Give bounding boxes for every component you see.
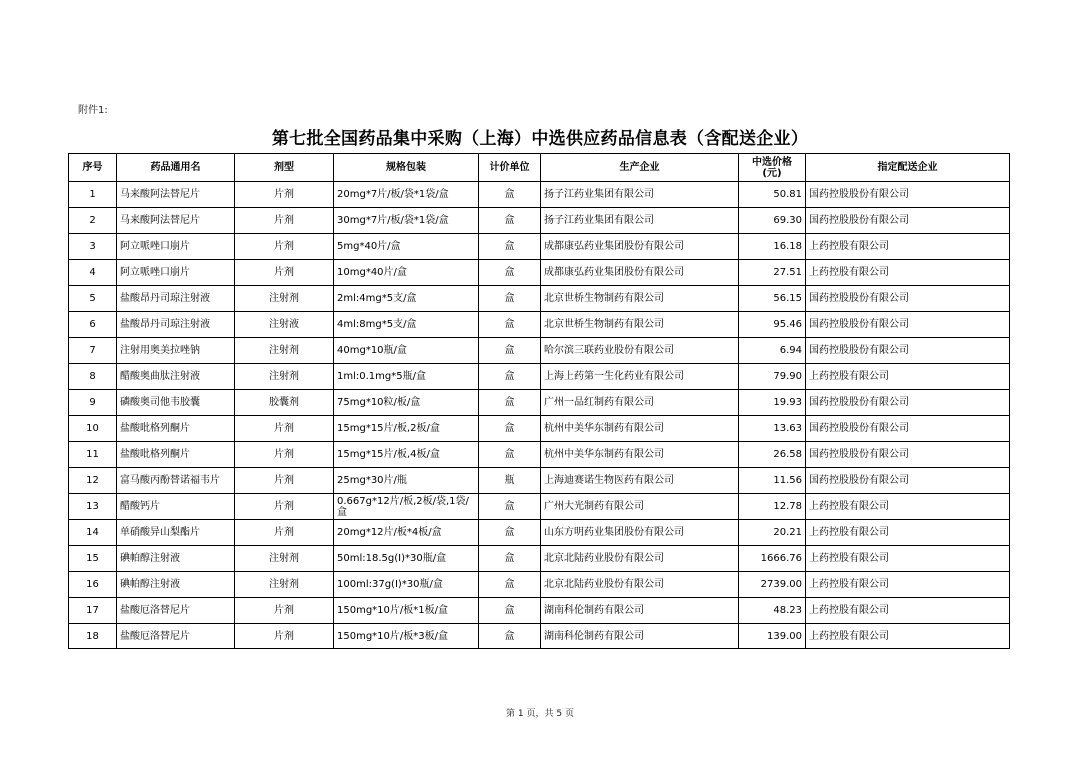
cell-spec-package: 50ml:18.5g(I)*30瓶/盒 (334, 546, 479, 572)
cell-distributor: 上药控股有限公司 (806, 494, 1010, 520)
cell-dosage-form: 片剂 (235, 208, 334, 234)
cell-unit: 盒 (479, 546, 541, 572)
cell-drug-name: 盐酸吡格列酮片 (117, 442, 235, 468)
cell-unit: 盒 (479, 364, 541, 390)
cell-dosage-form: 注射剂 (235, 364, 334, 390)
cell-distributor: 上药控股有限公司 (806, 260, 1010, 286)
cell-unit: 盒 (479, 624, 541, 649)
page-footer: 第 1 页，共 5 页 (506, 709, 574, 719)
cell-drug-name: 磷酸奥司他韦胶囊 (117, 390, 235, 416)
cell-spec-package: 40mg*10瓶/盒 (334, 338, 479, 364)
cell-manufacturer: 扬子江药业集团有限公司 (541, 208, 739, 234)
cell-price: 1666.76 (739, 546, 806, 572)
cell-index: 10 (69, 416, 117, 442)
cell-dosage-form: 片剂 (235, 624, 334, 649)
cell-manufacturer: 杭州中美华东制药有限公司 (541, 416, 739, 442)
table-row (69, 312, 1010, 338)
cell-spec-package: 30mg*7片/板/袋*1袋/盒 (334, 208, 479, 234)
cell-unit: 盒 (479, 338, 541, 364)
table-row (69, 182, 1010, 208)
cell-price: 13.63 (739, 416, 806, 442)
table-row (69, 572, 1010, 598)
cell-manufacturer: 湖南科伦制药有限公司 (541, 598, 739, 624)
cell-spec-package: 4ml:8mg*5支/盒 (334, 312, 479, 338)
cell-manufacturer: 哈尔滨三联药业股份有限公司 (541, 338, 739, 364)
cell-index: 13 (69, 494, 117, 520)
cell-spec-package: 150mg*10片/板*1板/盒 (334, 598, 479, 624)
cell-unit: 盒 (479, 208, 541, 234)
page-title: 第七批全国药品集中采购（上海）中选供应药品信息表（含配送企业） (271, 129, 809, 149)
cell-unit: 盒 (479, 494, 541, 520)
cell-manufacturer: 湖南科伦制药有限公司 (541, 624, 739, 649)
annex-label: 附件1: (78, 105, 108, 116)
cell-dosage-form: 注射剂 (235, 572, 334, 598)
cell-drug-name: 盐酸昂丹司琼注射液 (117, 312, 235, 338)
cell-dosage-form: 片剂 (235, 182, 334, 208)
header-drug-name: 药品通用名 (117, 154, 235, 182)
cell-index: 6 (69, 312, 117, 338)
cell-unit: 瓶 (479, 468, 541, 494)
cell-price: 11.56 (739, 468, 806, 494)
cell-index: 7 (69, 338, 117, 364)
cell-drug-name: 阿立哌唑口崩片 (117, 234, 235, 260)
cell-spec-package: 15mg*15片/板,4板/盒 (334, 442, 479, 468)
cell-index: 12 (69, 468, 117, 494)
table-row (69, 364, 1010, 390)
cell-distributor: 国药控股股份有限公司 (806, 182, 1010, 208)
cell-index: 14 (69, 520, 117, 546)
cell-dosage-form: 片剂 (235, 260, 334, 286)
header-distributor: 指定配送企业 (806, 154, 1010, 182)
cell-dosage-form: 胶囊剂 (235, 390, 334, 416)
cell-index: 4 (69, 260, 117, 286)
table-row (69, 208, 1010, 234)
cell-spec-package: 1ml:0.1mg*5瓶/盒 (334, 364, 479, 390)
cell-index: 18 (69, 624, 117, 649)
cell-price: 6.94 (739, 338, 806, 364)
cell-index: 5 (69, 286, 117, 312)
cell-dosage-form: 片剂 (235, 598, 334, 624)
cell-price: 2739.00 (739, 572, 806, 598)
cell-manufacturer: 北京北陆药业股份有限公司 (541, 546, 739, 572)
cell-drug-name: 注射用奥美拉唑钠 (117, 338, 235, 364)
cell-distributor: 上药控股有限公司 (806, 364, 1010, 390)
cell-index: 15 (69, 546, 117, 572)
cell-dosage-form: 片剂 (235, 520, 334, 546)
cell-dosage-form: 片剂 (235, 494, 334, 520)
cell-drug-name: 盐酸厄洛替尼片 (117, 598, 235, 624)
cell-price: 69.30 (739, 208, 806, 234)
cell-unit: 盒 (479, 312, 541, 338)
cell-manufacturer: 杭州中美华东制药有限公司 (541, 442, 739, 468)
cell-dosage-form: 片剂 (235, 468, 334, 494)
cell-drug-name: 盐酸吡格列酮片 (117, 416, 235, 442)
header-unit: 计价单位 (479, 154, 541, 182)
cell-distributor: 上药控股有限公司 (806, 572, 1010, 598)
cell-index: 17 (69, 598, 117, 624)
cell-drug-name: 单硝酸异山梨酯片 (117, 520, 235, 546)
cell-unit: 盒 (479, 442, 541, 468)
drug-info-table (68, 153, 1010, 649)
cell-price: 50.81 (739, 182, 806, 208)
cell-price: 79.90 (739, 364, 806, 390)
cell-spec-package: 75mg*10粒/板/盒 (334, 390, 479, 416)
cell-price: 139.00 (739, 624, 806, 649)
header-manufacturer: 生产企业 (541, 154, 739, 182)
cell-drug-name: 碘帕醇注射液 (117, 572, 235, 598)
cell-manufacturer: 北京世桥生物制药有限公司 (541, 312, 739, 338)
cell-manufacturer: 成都康弘药业集团股份有限公司 (541, 234, 739, 260)
cell-distributor: 国药控股股份有限公司 (806, 312, 1010, 338)
cell-distributor: 上药控股有限公司 (806, 546, 1010, 572)
cell-drug-name: 醋酸奥曲肽注射液 (117, 364, 235, 390)
cell-index: 16 (69, 572, 117, 598)
cell-distributor: 上药控股有限公司 (806, 598, 1010, 624)
cell-unit: 盒 (479, 520, 541, 546)
cell-drug-name: 富马酸丙酚替诺福韦片 (117, 468, 235, 494)
cell-drug-name: 醋酸钙片 (117, 494, 235, 520)
cell-index: 8 (69, 364, 117, 390)
cell-unit: 盒 (479, 416, 541, 442)
cell-dosage-form: 注射液 (235, 312, 334, 338)
cell-unit: 盒 (479, 182, 541, 208)
cell-spec-package: 5mg*40片/盒 (334, 234, 479, 260)
cell-unit: 盒 (479, 390, 541, 416)
header-dosage-form: 剂型 (235, 154, 334, 182)
cell-distributor: 国药控股股份有限公司 (806, 442, 1010, 468)
cell-drug-name: 盐酸厄洛替尼片 (117, 624, 235, 649)
cell-manufacturer: 北京世桥生物制药有限公司 (541, 286, 739, 312)
cell-price: 20.21 (739, 520, 806, 546)
cell-price: 26.58 (739, 442, 806, 468)
cell-dosage-form: 片剂 (235, 442, 334, 468)
table-row (69, 338, 1010, 364)
cell-dosage-form: 注射剂 (235, 546, 334, 572)
cell-manufacturer: 成都康弘药业集团股份有限公司 (541, 260, 739, 286)
cell-price: 48.23 (739, 598, 806, 624)
cell-index: 9 (69, 390, 117, 416)
cell-spec-package: 100ml:37g(I)*30瓶/盒 (334, 572, 479, 598)
cell-drug-name: 马来酸阿法替尼片 (117, 182, 235, 208)
cell-distributor: 上药控股有限公司 (806, 520, 1010, 546)
cell-index: 2 (69, 208, 117, 234)
cell-index: 3 (69, 234, 117, 260)
cell-distributor: 国药控股股份有限公司 (806, 468, 1010, 494)
cell-manufacturer: 上海上药第一生化药业有限公司 (541, 364, 739, 390)
cell-dosage-form: 片剂 (235, 234, 334, 260)
cell-drug-name: 马来酸阿法替尼片 (117, 208, 235, 234)
table-row (69, 390, 1010, 416)
cell-manufacturer: 山东方明药业集团股份有限公司 (541, 520, 739, 546)
cell-distributor: 国药控股股份有限公司 (806, 390, 1010, 416)
cell-spec-package: 10mg*40片/盒 (334, 260, 479, 286)
cell-drug-name: 阿立哌唑口崩片 (117, 260, 235, 286)
table-row (69, 234, 1010, 260)
table-row (69, 520, 1010, 546)
cell-spec-package: 20mg*7片/板/袋*1袋/盒 (334, 182, 479, 208)
cell-dosage-form: 片剂 (235, 416, 334, 442)
cell-unit: 盒 (479, 286, 541, 312)
table-row (69, 468, 1010, 494)
cell-spec-package: 150mg*10片/板*3板/盒 (334, 624, 479, 649)
table-row (69, 546, 1010, 572)
cell-manufacturer: 广州大光制药有限公司 (541, 494, 739, 520)
table-row (69, 416, 1010, 442)
cell-manufacturer: 扬子江药业集团有限公司 (541, 182, 739, 208)
table-row (69, 260, 1010, 286)
header-price: 中选价格 (元) (739, 154, 806, 182)
cell-price: 19.93 (739, 390, 806, 416)
cell-spec-package: 15mg*15片/板,2板/盒 (334, 416, 479, 442)
cell-manufacturer: 广州一品红制药有限公司 (541, 390, 739, 416)
cell-price: 95.46 (739, 312, 806, 338)
table-row (69, 442, 1010, 468)
table-row (69, 624, 1010, 649)
cell-unit: 盒 (479, 572, 541, 598)
cell-distributor: 上药控股有限公司 (806, 234, 1010, 260)
cell-dosage-form: 注射剂 (235, 338, 334, 364)
header-index: 序号 (69, 154, 117, 182)
cell-distributor: 国药控股股份有限公司 (806, 286, 1010, 312)
cell-distributor: 国药控股股份有限公司 (806, 416, 1010, 442)
cell-distributor: 国药控股股份有限公司 (806, 208, 1010, 234)
cell-spec-package: 0.667g*12片/板,2板/袋,1袋/盒 (334, 494, 479, 520)
cell-price: 56.15 (739, 286, 806, 312)
cell-price: 27.51 (739, 260, 806, 286)
cell-spec-package: 2ml:4mg*5支/盒 (334, 286, 479, 312)
cell-price: 12.78 (739, 494, 806, 520)
cell-manufacturer: 北京北陆药业股份有限公司 (541, 572, 739, 598)
cell-spec-package: 20mg*12片/板*4板/盒 (334, 520, 479, 546)
cell-index: 11 (69, 442, 117, 468)
cell-dosage-form: 注射剂 (235, 286, 334, 312)
cell-drug-name: 碘帕醇注射液 (117, 546, 235, 572)
table-row (69, 598, 1010, 624)
cell-drug-name: 盐酸昂丹司琼注射液 (117, 286, 235, 312)
cell-price: 16.18 (739, 234, 806, 260)
cell-spec-package: 25mg*30片/瓶 (334, 468, 479, 494)
cell-distributor: 国药控股股份有限公司 (806, 338, 1010, 364)
cell-unit: 盒 (479, 260, 541, 286)
cell-unit: 盒 (479, 598, 541, 624)
table-header-row (69, 154, 1010, 182)
cell-index: 1 (69, 182, 117, 208)
header-spec-package: 规格包装 (334, 154, 479, 182)
cell-manufacturer: 上海迪赛诺生物医药有限公司 (541, 468, 739, 494)
table-row (69, 494, 1010, 520)
cell-unit: 盒 (479, 234, 541, 260)
table-row (69, 286, 1010, 312)
cell-distributor: 上药控股有限公司 (806, 624, 1010, 649)
